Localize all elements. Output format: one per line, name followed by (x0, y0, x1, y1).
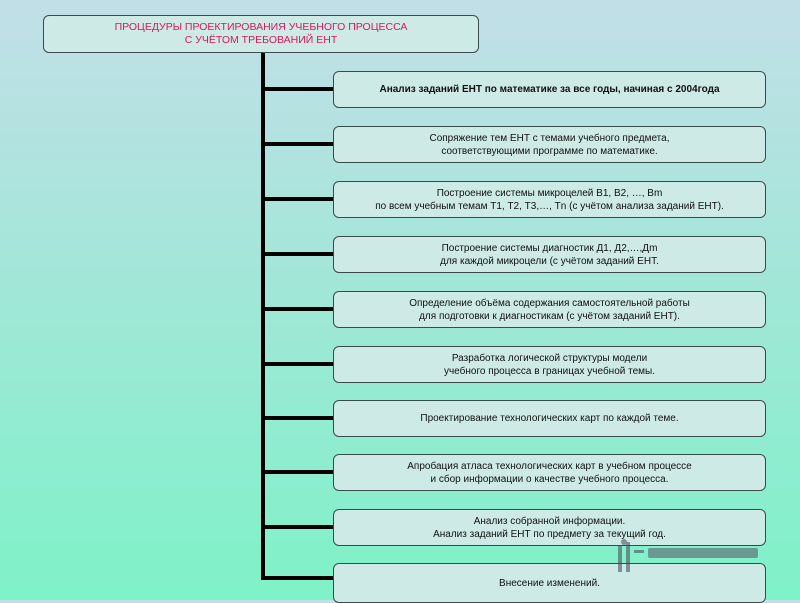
step-7-line-1: Проектирование технологических карт по каждой теме. (420, 413, 679, 424)
connector-branch (261, 362, 334, 366)
step-box-4 (333, 236, 766, 273)
step-5-line-2: для подготовки к диагностикам (с учётом заданий ЕНТ). (419, 310, 680, 322)
step-box-3 (333, 181, 766, 218)
step-3-line-1: Построение системы микроцелей В1, В2, …, Вm (436, 187, 663, 199)
connector-branch (261, 576, 334, 580)
step-2-line-1: Сопряжение тем ЕНТ с темами учебного предмета, (429, 132, 670, 144)
step-2-line-2: соответствующими программе по математике. (441, 145, 658, 157)
step-box-6 (333, 346, 766, 383)
step-1-line-1: Анализ заданий ЕНТ по математике за все годы, начиная с 2004года (379, 84, 720, 95)
step-3-line-2: по всем учебным темам Т1, Т2, Т3,…, Тn (с учётом анализа заданий ЕНТ). (375, 200, 724, 212)
step-9-line-2: Анализ заданий ЕНТ по предмету за текущий год. (433, 528, 666, 540)
step-6-line-2: учебного процесса в границах учебной темы. (443, 365, 656, 377)
step-4-line-2: для каждой микроцели (с учётом заданий ЕНТ. (440, 255, 659, 267)
step-box-5 (333, 291, 766, 328)
title-line-2: С УЧЁТОМ ТРЕБОВАНИЙ ЕНТ (184, 34, 338, 46)
step-box-7 (333, 400, 766, 437)
connector-branch (261, 142, 334, 146)
diagram-title (43, 15, 479, 53)
step-6-line-1: Разработка логической структуры модели (451, 352, 648, 364)
connector-branch (261, 252, 334, 256)
step-box-1 (333, 71, 766, 108)
step-10-line-1: Внесение изменений. (499, 577, 600, 589)
step-9-line-1: Анализ собранной информации. (473, 515, 626, 527)
step-box-2 (333, 126, 766, 163)
step-8-line-1: Апробация атласа технологических карт в учебном процессе (407, 460, 692, 472)
connector-branch (261, 416, 334, 420)
step-5-line-1: Определение объёма содержания самостоятельной работы (409, 297, 690, 309)
connector-branch (261, 197, 334, 201)
connector-trunk (261, 53, 265, 580)
connector-branch (261, 307, 334, 311)
step-4-line-1: Построение системы диагностик Д1, Д2,…,Дm (441, 242, 658, 254)
step-8-line-2: и сбор информации о качестве учебного процесса. (430, 473, 669, 485)
step-box-8 (333, 454, 766, 491)
title-line-1: ПРОЦЕДУРЫ ПРОЕКТИРОВАНИЯ УЧЕБНОГО ПРОЦЕССА (114, 21, 408, 33)
connector-branch (261, 87, 334, 91)
connector-branch (261, 470, 334, 474)
speaker-watermark-icon (614, 536, 764, 576)
connector-branch (261, 525, 334, 529)
